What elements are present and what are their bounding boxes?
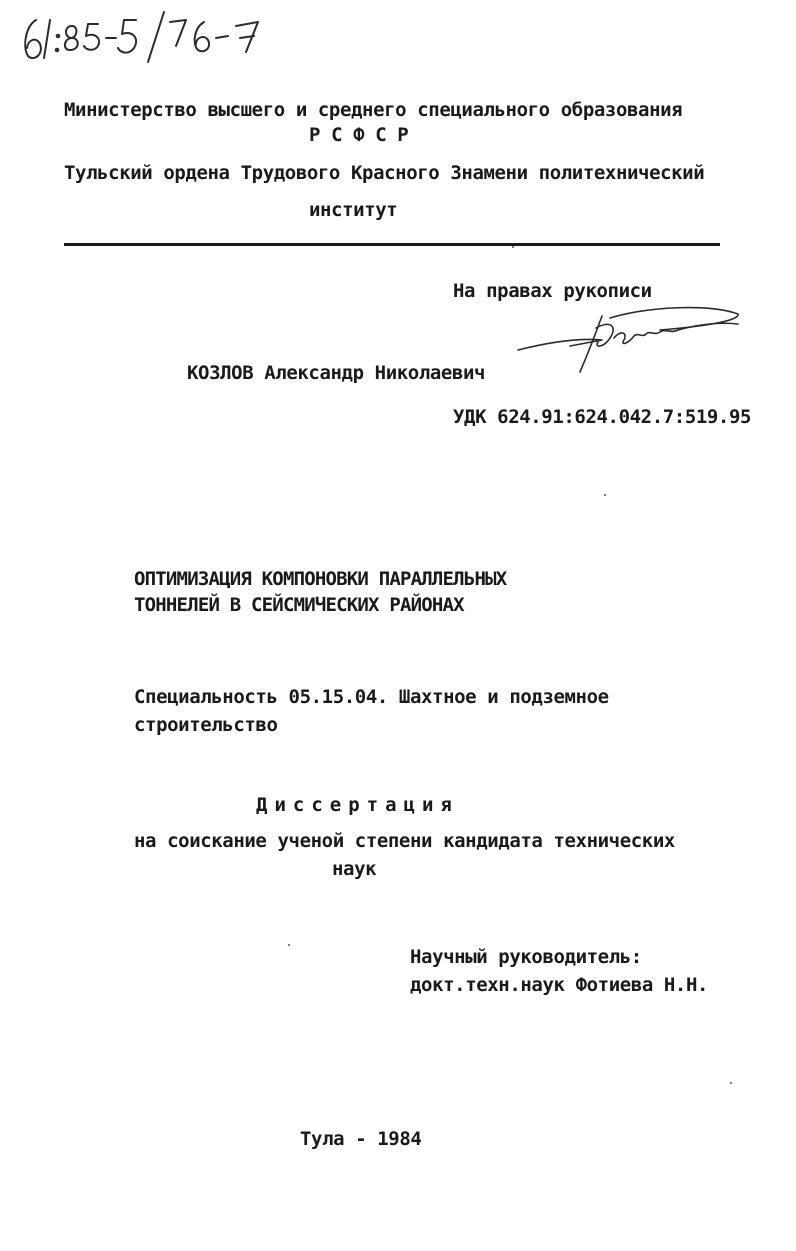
specialty-line2: строительство [134,714,278,736]
dissertation-purpose-line1: на соискание ученой степени кандидата технических [134,830,675,852]
place-and-year: Тула - 1984 [300,1128,422,1150]
supervisor-name: докт.техн.наук Фотиева Н.Н. [410,974,709,996]
author-name: КОЗЛОВ Александр Николаевич [187,362,486,384]
scan-speck [512,246,514,248]
dissertation-label: Диссертация [256,794,459,816]
author-signature [510,298,750,378]
supervisor-label: Научный руководитель: [410,946,642,968]
thesis-title-line2: ТОННЕЛЕЙ В СЕЙСМИЧЕСКИХ РАЙОНАХ [134,594,464,616]
dissertation-purpose-line2: наук [332,858,377,880]
institute-name-line2: институт [309,199,398,221]
scan-speck [730,1082,732,1084]
ministry-name: Министерство высшего и среднего специального образования [64,99,683,121]
scan-speck [288,944,290,946]
institute-name-line1: Тульский ордена Трудового Красного Знамени политехнический [64,162,705,184]
udk-code: УДК 624.91:624.042.7:519.95 [453,406,752,428]
scan-speck [604,494,606,496]
header-divider [64,243,720,246]
thesis-title-line1: ОПТИМИЗАЦИЯ КОМПОНОВКИ ПАРАЛЛЕЛЬНЫХ [134,568,507,590]
republic-name: Р С Ф С Р [309,124,409,146]
handwritten-archive-note [14,6,264,66]
specialty-line1: Специальность 05.15.04. Шахтное и подземное [134,686,609,708]
manuscript-rights-note: На правах рукописи [453,280,652,302]
